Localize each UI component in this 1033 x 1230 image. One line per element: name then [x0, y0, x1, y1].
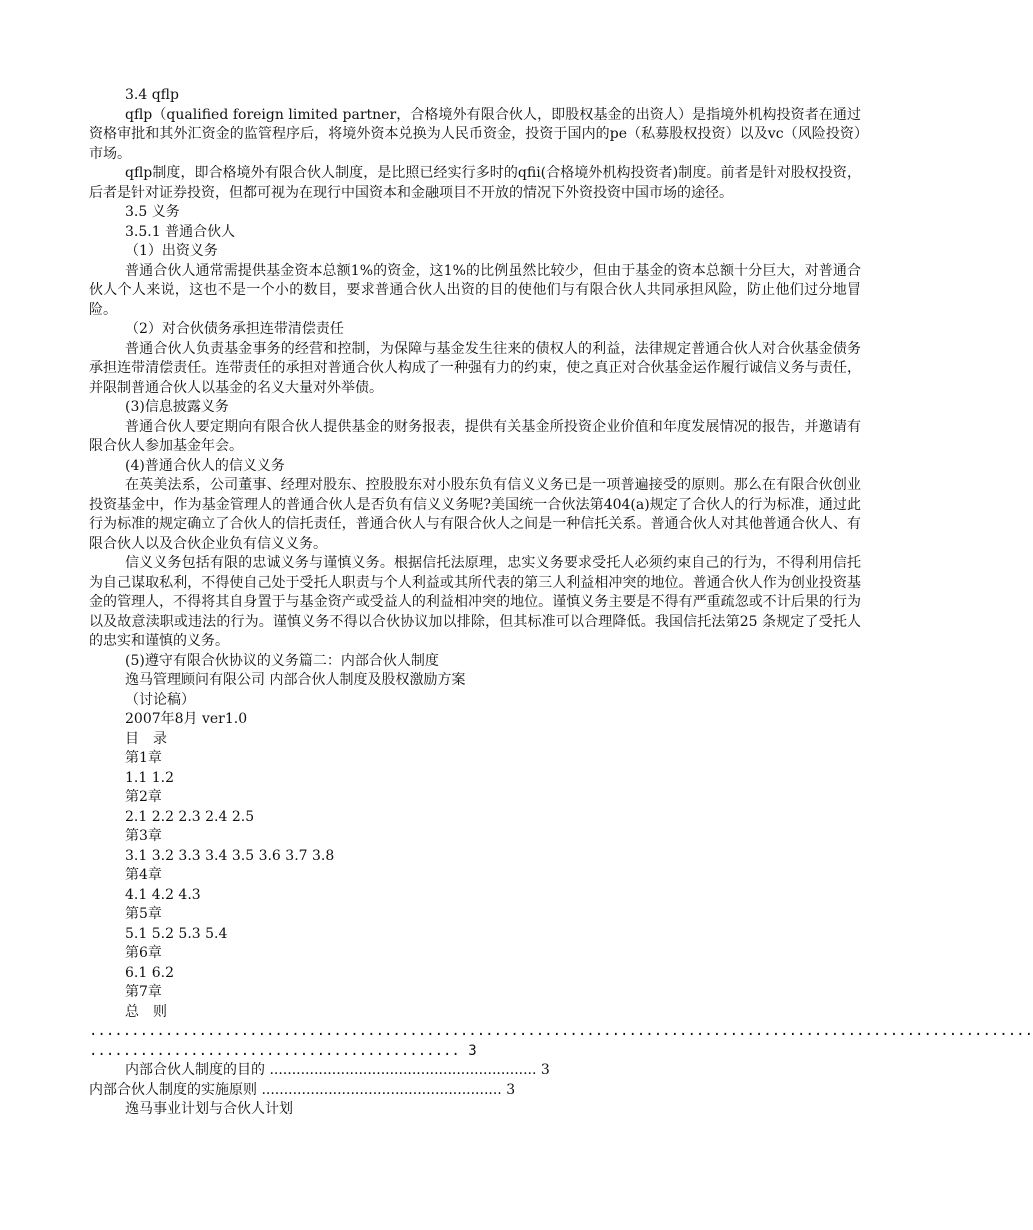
heading-line: 第1章 — [125, 750, 162, 766]
paragraph-list — [89, 86, 861, 1022]
heading-line: 3.4 qflp — [125, 87, 179, 103]
heading-line: 3.5 义务 — [125, 204, 180, 220]
heading-line: (4)普通合伙人的信义义务 — [125, 457, 285, 474]
body-paragraph: 在英美法系，公司董事、经理对股东、控股股东对小股东负有信义义务已是一项普遍接受的原则。那么在有限合伙创业投资基金中，作为基金管理人的普通合伙人是否负有信义义务呢?美国统一合伙法第404(a)规定了合伙人的行为标准，通过此行为标准的规定确立了合伙人的信托责任，普通合伙人与有限合伙人之间是一种信托关系。普通合伙人对其他普通合伙人、有限合伙人以及合伙企业负有信义义务。 — [89, 477, 861, 552]
heading-line: 第6章 — [125, 945, 162, 961]
body-paragraph: qflp（qualified foreign limited partner，合格境外有限合伙人，即股权基金的出资人）是指境外机构投资者在通过资格审批和其外汇资金的监管程序后，将境外资本兑换为人民币资金，投资于国内的pe（私募股权投资）以及vc（风险投资）市场。 — [89, 106, 861, 162]
document-body — [89, 86, 1033, 1120]
body-paragraph: 普通合伙人负责基金事务的经营和控制，为保障与基金发生往来的债权人的利益，法律规定普通合伙人对合伙基金债务承担连带清偿责任。连带责任的承担对普通合伙人构成了一种强有力的约束，使之真正对合伙基金运作履行诚信义务与责任，并限制普通合伙人以基金的名义大量对外举债。 — [89, 340, 861, 396]
toc-entry-purpose: 内部合伙人制度的目的 ............................................................ 3 — [125, 1062, 550, 1078]
heading-line: (5)遵守有限合伙协议的义务篇二：内部合伙人制度 — [125, 652, 439, 669]
heading-line: 3.5.1 普通合伙人 — [125, 223, 236, 240]
heading-line: 逸马管理顾问有限公司 内部合伙人制度及股权激励方案 — [125, 672, 466, 688]
heading-line: 第5章 — [125, 906, 162, 922]
toc-entry-principles: 内部合伙人制度的实施原则 ...................................................... 3 — [89, 1081, 516, 1098]
heading-line: 2007年8月 ver1.0 — [125, 711, 248, 727]
heading-line: 2.1 2.2 2.3 2.4 2.5 — [125, 808, 255, 825]
heading-line: 第3章 — [125, 828, 162, 844]
toc-dots-line: ................................................................................................................ — [89, 1023, 1033, 1039]
heading-line: 5.1 5.2 5.3 5.4 — [125, 925, 228, 942]
heading-line: 3.1 3.2 3.3 3.4 3.5 3.6 3.7 3.8 — [125, 847, 335, 864]
heading-line: (3)信息披露义务 — [125, 399, 229, 415]
heading-line: 4.1 4.2 4.3 — [125, 886, 201, 903]
heading-line: 第2章 — [125, 789, 162, 805]
heading-line: （2）对合伙债务承担连带清偿责任 — [125, 321, 344, 337]
heading-line: 6.1 6.2 — [125, 964, 174, 981]
heading-line: 1.1 1.2 — [125, 769, 174, 786]
heading-line: 总 则 — [125, 1003, 167, 1020]
heading-line: （1）出资义务 — [125, 243, 218, 259]
body-paragraph: 普通合伙人要定期向有限合伙人提供基金的财务报表，提供有关基金所投资企业价值和年度发展情况的报告，并邀请有限合伙人参加基金年会。 — [89, 418, 861, 454]
heading-line: 目 录 — [125, 730, 167, 747]
body-paragraph: 信义义务包括有限的忠诚义务与谨慎义务。根据信托法原理，忠实义务要求受托人必须约束自己的行为，不得利用信托为自己谋取私利，不得使自己处于受托人职责与个人利益或其所代表的第三人利益相冲突的地位。普通合伙人作为创业投资基金的管理人，不得将其自身置于与基金资产或受益人的利益相冲突的地位。谨慎义务主要是不得有严重疏忽或不计后果的行为以及故意渎职或违法的行为。谨慎义务不得以合伙协议加以排除，但其标准可以合理降低。我国信托法第25 条规定了受托人的忠实和谨慎的义务。 — [89, 555, 861, 649]
toc-dots-line-page: ............................................ 3 — [89, 1042, 477, 1059]
heading-line: 第4章 — [125, 867, 162, 883]
heading-line: 第7章 — [125, 984, 162, 1000]
heading-line: （讨论稿） — [125, 691, 195, 708]
body-paragraph: 普通合伙人通常需提供基金资本总额1%的资金，这1%的比例虽然比较少，但由于基金的资本总额十分巨大，对普通合伙人个人来说，这也不是一个小的数目，要求普通合伙人出资的目的使他们与有限合伙人共同承担风险，防止他们过分地冒险。 — [89, 262, 861, 318]
body-paragraph: qflp制度，即合格境外有限合伙人制度，是比照已经实行多时的qfii(合格境外机构投资者)制度。前者是针对股权投资，后者是针对证券投资，但都可视为在现行中国资本和金融项目不开放的情况下外资投资中国市场的途径。 — [89, 165, 861, 201]
last-heading: 逸马事业计划与合伙人计划 — [125, 1101, 293, 1117]
